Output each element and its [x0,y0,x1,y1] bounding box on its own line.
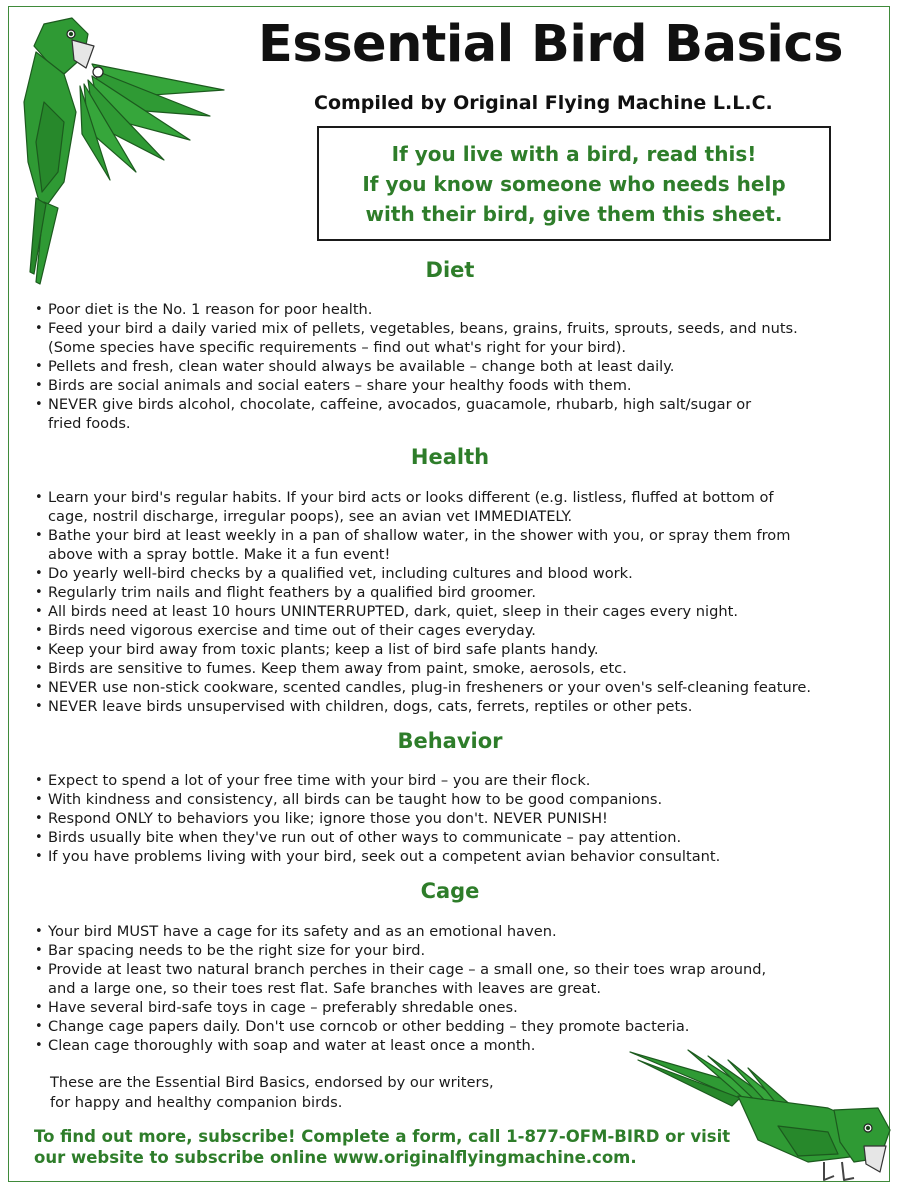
list-item: • Learn your bird's regular habits. If your bird acts or looks different (e.g. listless, fluffed at bottom of cage, nostril discharge, irregular poops), see an avian vet IMMEDIATELY. [34,488,788,526]
health-list [34,488,834,716]
list-item: • Your bird MUST have a cage for its safety and as an emotional haven. [34,922,834,941]
list-item: • Provide at least two natural branch perches in their cage – a small one, so their toes wrap around, and a large one, so their toes rest flat. Safe branches with leaves are great. [34,960,788,998]
list-item: • Pellets and fresh, clean water should always be available – change both at least daily. [34,357,834,376]
list-item: • Do yearly well-bird checks by a qualified vet, including cultures and blood work. [34,564,834,583]
closing-line: for happy and healthy companion birds. [50,1094,343,1111]
list-item: • If you have problems living with your bird, seek out a competent avian behavior consultant. [34,847,834,866]
callout-line: If you live with a bird, read this! [391,141,757,166]
list-item: • Bar spacing needs to be the right size for your bird. [34,941,834,960]
behavior-list [34,771,834,866]
closing-note [50,1073,610,1113]
cta-line: To find out more, subscribe! Complete a form, call 1-877-OFM-BIRD or visit [34,1127,731,1146]
section-heading-diet: Diet [425,258,475,282]
list-item: • With kindness and consistency, all birds can be taught how to be good companions. [34,790,834,809]
diet-list [34,300,834,433]
list-item: • Keep your bird away from toxic plants; keep a list of bird safe plants handy. [34,640,834,659]
list-item: • Expect to spend a lot of your free time with your bird – you are their flock. [34,771,834,790]
list-item: • Regularly trim nails and flight feathers by a qualified bird groomer. [34,583,834,602]
list-item: • Have several bird-safe toys in cage – preferably shredable ones. [34,998,834,1017]
section-heading-cage: Cage [420,879,480,903]
callout-line: If you know someone who needs help [362,171,786,196]
list-item: • All birds need at least 10 hours UNINTERRUPTED, dark, quiet, sleep in their cages every night. [34,602,834,621]
callout-box [317,126,831,241]
cta-line: our website to subscribe online www.originalflyingmachine.com. [34,1148,637,1167]
list-item: • Birds need vigorous exercise and time out of their cages everyday. [34,621,834,640]
closing-line: These are the Essential Bird Basics, endorsed by our writers, [50,1074,494,1091]
page-title: Essential Bird Basics [258,15,843,74]
list-item: • NEVER give birds alcohol, chocolate, caffeine, avocados, guacamole, rhubarb, high salt/sugar or fried foods. [34,395,788,433]
list-item: • Poor diet is the No. 1 reason for poor health. [34,300,834,319]
section-heading-behavior: Behavior [397,729,503,753]
subscribe-cta [34,1126,794,1168]
callout-line: with their bird, give them this sheet. [365,201,783,226]
cage-list [34,922,834,1055]
list-item: • NEVER use non-stick cookware, scented candles, plug-in fresheners or your oven's self-cleaning feature. [34,678,834,697]
list-item: • Change cage papers daily. Don't use corncob or other bedding – they promote bacteria. [34,1017,834,1036]
list-item: • Birds usually bite when they've run out of other ways to communicate – pay attention. [34,828,834,847]
list-item: • Clean cage thoroughly with soap and water at least once a month. [34,1036,834,1055]
list-item: • Birds are social animals and social eaters – share your healthy foods with them. [34,376,834,395]
parrot-illustration-top-left [14,12,229,287]
page-subtitle: Compiled by Original Flying Machine L.L.C. [314,92,773,114]
list-item: • Feed your bird a daily varied mix of pellets, vegetables, beans, grains, fruits, sprouts, seeds, and nuts. (Some species have specific requirements – find out what's right for your bird). [34,319,834,357]
list-item: • Respond ONLY to behaviors you like; ignore those you don't. NEVER PUNISH! [34,809,834,828]
list-item: • Birds are sensitive to fumes. Keep them away from paint, smoke, aerosols, etc. [34,659,834,678]
list-item: • Bathe your bird at least weekly in a pan of shallow water, in the shower with you, or spray them from above with a spray bottle. Make it a fun event! [34,526,808,564]
list-item: • NEVER leave birds unsupervised with children, dogs, cats, ferrets, reptiles or other pets. [34,697,834,716]
section-heading-health: Health [410,445,490,469]
